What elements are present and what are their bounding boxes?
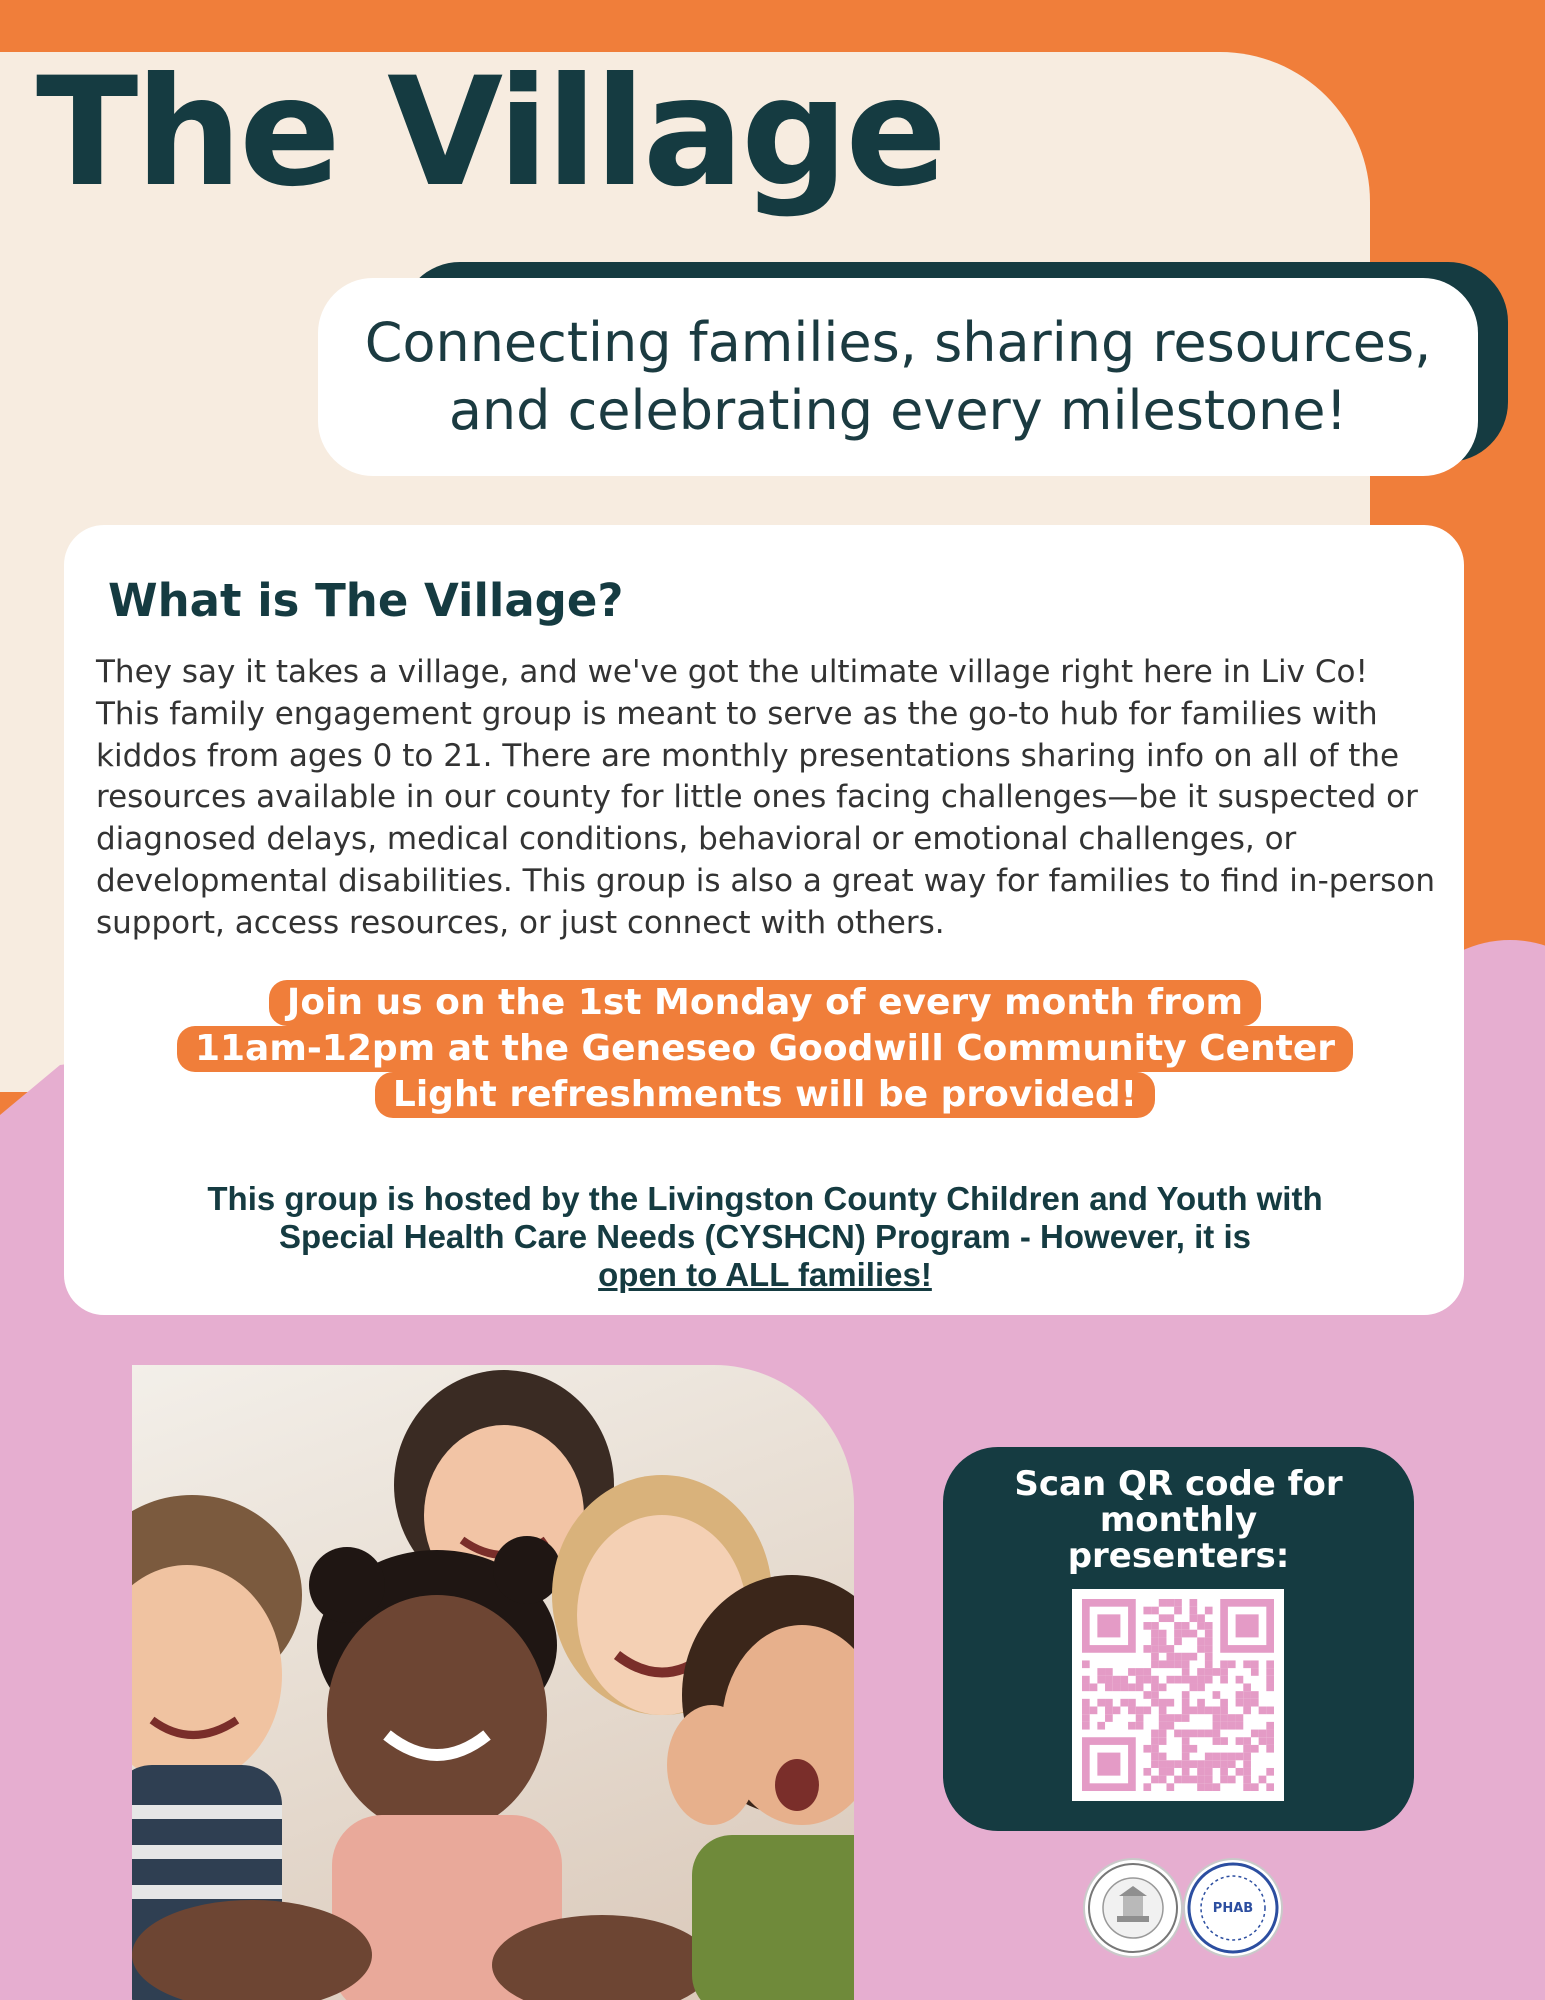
qr-code[interactable] [1072, 1589, 1284, 1801]
tagline-box [318, 278, 1478, 476]
hosted-line-1: This group is hosted by the Livingston County Children and Youth with [207, 1180, 1323, 1217]
qr-caption [943, 1466, 1414, 1574]
qr-caption-line-1: Scan QR code for [1014, 1464, 1343, 1504]
county-health-seal [1083, 1858, 1183, 1958]
phab-accreditation-seal [1183, 1858, 1283, 1958]
phab-label: PHAB [1212, 1900, 1254, 1916]
county-seal-icon [1085, 1860, 1181, 1956]
qr-caption-line-3: presenters: [1067, 1536, 1290, 1576]
page-title: The Village [36, 46, 945, 220]
event-line-2: 11am-12pm at the Geneseo Goodwill Community Center [177, 1026, 1353, 1072]
qr-code-graphic [1072, 1589, 1284, 1801]
hosted-line-3: open to ALL families! [598, 1256, 932, 1293]
about-body: They say it takes a village, and we've got the ultimate village right here in Liv Co! This family engagement group is meant to serve as the go-to hub for families with kiddos from ages 0 to 21. There are monthly presentations sharing info on all of the resources available in our county for little ones facing challenges—be it suspected or diagnosed delays, medical conditions, behavioral or emotional challenges, or developmental disabilities. This group is also a great way for families to find in-person support, access resources, or just connect with others. [96, 654, 1436, 941]
qr-caption-line-2: monthly [1099, 1500, 1258, 1540]
children-photo [132, 1365, 854, 2000]
tagline-line-1: Connecting families, sharing resources, [364, 311, 1432, 374]
hosted-by-note [100, 1180, 1430, 1294]
event-banner [160, 980, 1370, 1118]
about-heading: What is The Village? [108, 574, 624, 627]
children-photo-illustration [132, 1365, 854, 2000]
event-line-3: Light refreshments will be provided! [375, 1072, 1155, 1118]
tagline-line-2: and celebrating every milestone! [448, 379, 1348, 442]
event-line-1: Join us on the 1st Monday of every month from [269, 980, 1261, 1026]
hosted-line-2: Special Health Care Needs (CYSHCN) Program - However, it is [279, 1218, 1251, 1255]
